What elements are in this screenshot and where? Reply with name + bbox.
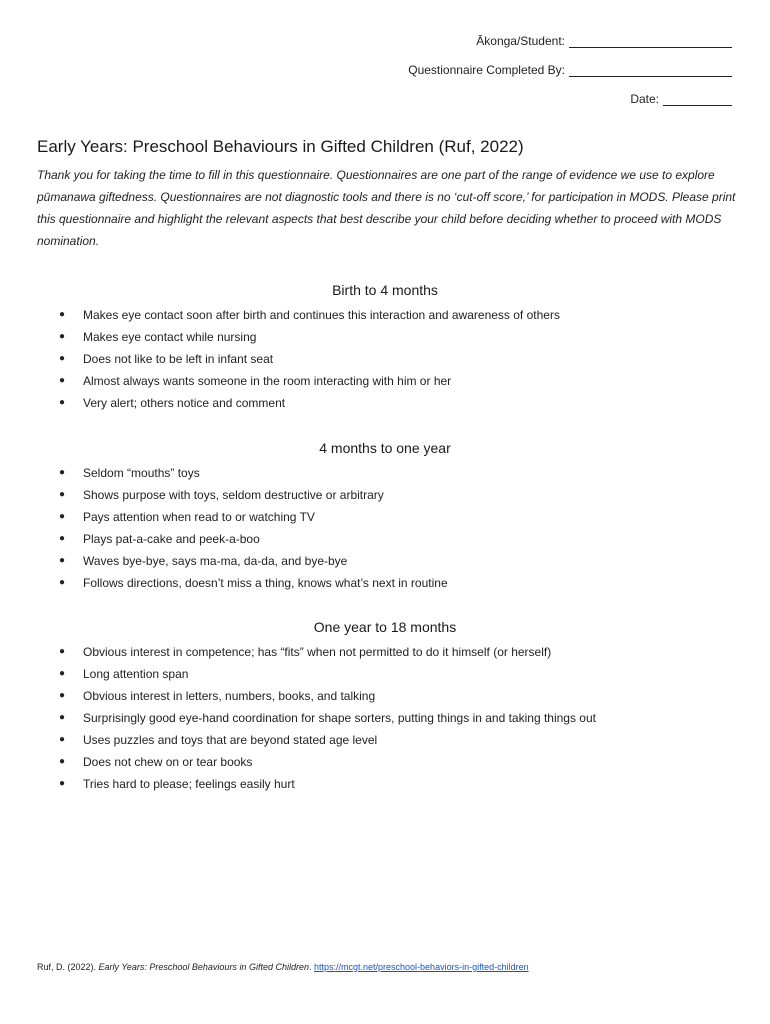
list-item: [0, 486, 770, 508]
list-item-text: Tries hard to please; feelings easily hurt: [83, 777, 295, 791]
bullet-icon: ●: [59, 511, 66, 522]
student-field: [408, 34, 732, 63]
date-field: [408, 92, 732, 121]
bullet-icon: ●: [59, 555, 66, 566]
citation-prefix: Ruf, D. (2022).: [37, 962, 99, 972]
list-item: [0, 464, 770, 486]
list-item-text: Obvious interest in competence; has “fits” when not permitted to do it himself (or herself): [83, 645, 552, 659]
date-label: Date:: [630, 92, 659, 106]
list-item: [0, 350, 770, 372]
bullet-icon: ●: [59, 778, 66, 789]
behaviour-list: [0, 643, 770, 797]
bullet-icon: ●: [59, 489, 66, 500]
list-item-text: Pays attention when read to or watching TV: [83, 510, 315, 524]
list-item-text: Does not like to be left in infant seat: [83, 352, 274, 366]
list-item-text: Obvious interest in letters, numbers, books, and talking: [83, 689, 376, 703]
list-item-text: Very alert; others notice and comment: [83, 396, 286, 410]
list-item: [0, 306, 770, 328]
bullet-icon: ●: [59, 756, 66, 767]
list-item: [0, 508, 770, 530]
document-title: Early Years: Preschool Behaviours in Gifted Children (Ruf, 2022): [37, 137, 524, 156]
header-fields: [408, 34, 732, 121]
bullet-icon: ●: [59, 690, 66, 701]
bullet-icon: ●: [59, 533, 66, 544]
bullet-icon: ●: [59, 375, 66, 386]
list-item: [0, 775, 770, 797]
citation-separator: .: [308, 962, 314, 972]
bullet-icon: ●: [59, 467, 66, 478]
list-item: [0, 394, 770, 416]
student-input-line[interactable]: [569, 34, 732, 48]
student-label: Ākonga/Student:: [476, 34, 565, 48]
list-item: [0, 552, 770, 574]
list-item-text: Does not chew on or tear books: [83, 755, 253, 769]
list-item: [0, 643, 770, 665]
section-birth-to-4-months: [0, 282, 770, 416]
list-item: [0, 709, 770, 731]
footer-citation: [37, 962, 529, 972]
citation-title: Early Years: Preschool Behaviours in Gifted Children: [98, 962, 309, 972]
list-item-text: Plays pat-a-cake and peek-a-boo: [83, 532, 260, 546]
bullet-icon: ●: [59, 331, 66, 342]
list-item-text: Makes eye contact soon after birth and continues this interaction and awareness of others: [83, 308, 560, 322]
bullet-icon: ●: [59, 734, 66, 745]
completed-by-label: Questionnaire Completed By:: [408, 63, 565, 77]
completed-by-input-line[interactable]: [569, 63, 732, 77]
list-item-text: Seldom “mouths” toys: [83, 466, 200, 480]
list-item: [0, 665, 770, 687]
list-item: [0, 530, 770, 552]
bullet-icon: ●: [59, 668, 66, 679]
bullet-icon: ●: [59, 397, 66, 408]
list-item-text: Follows directions, doesn’t miss a thing, knows what’s next in routine: [83, 576, 448, 590]
section-heading: Birth to 4 months: [332, 282, 438, 298]
list-item-text: Makes eye contact while nursing: [83, 330, 257, 344]
list-item-text: Waves bye-bye, says ma-ma, da-da, and bye-bye: [83, 554, 348, 568]
date-input-line[interactable]: [663, 92, 732, 106]
list-item: [0, 574, 770, 596]
section-heading: One year to 18 months: [313, 619, 457, 635]
section-4-months-to-one-year: [0, 440, 770, 596]
bullet-icon: ●: [59, 646, 66, 657]
bullet-icon: ●: [59, 309, 66, 320]
section-one-year-to-18-months: [0, 619, 770, 797]
behaviour-list: [0, 306, 770, 416]
behaviour-list: [0, 464, 770, 596]
bullet-icon: ●: [59, 353, 66, 364]
section-heading: 4 months to one year: [319, 440, 451, 456]
list-item-text: Uses puzzles and toys that are beyond stated age level: [83, 733, 378, 747]
bullet-icon: ●: [59, 577, 66, 588]
list-item-text: Surprisingly good eye-hand coordination for shape sorters, putting things in and taking things out: [83, 711, 596, 725]
list-item: [0, 731, 770, 753]
intro-paragraph: Thank you for taking the time to fill in this questionnaire. Questionnaires are one part of the range of evidence we use to explore pūmanawa giftedness. Questionnaires are not diagnostic tools and there is no ‘cut-off score,’ for participation in MODS. Please print this questionnaire and highlight the relevant aspects that best describe your child before deciding whether to proceed with MODS nomination.: [37, 168, 736, 248]
list-item: [0, 328, 770, 350]
list-item: [0, 687, 770, 709]
completed-by-field: [408, 63, 732, 92]
bullet-icon: ●: [59, 712, 66, 723]
list-item: [0, 372, 770, 394]
list-item-text: Long attention span: [83, 667, 189, 681]
list-item-text: Shows purpose with toys, seldom destructive or arbitrary: [83, 488, 384, 502]
list-item-text: Almost always wants someone in the room interacting with him or her: [83, 374, 452, 388]
citation-link[interactable]: https://mcgt.net/preschool-behaviors-in-gifted-children: [314, 962, 529, 972]
list-item: [0, 753, 770, 775]
